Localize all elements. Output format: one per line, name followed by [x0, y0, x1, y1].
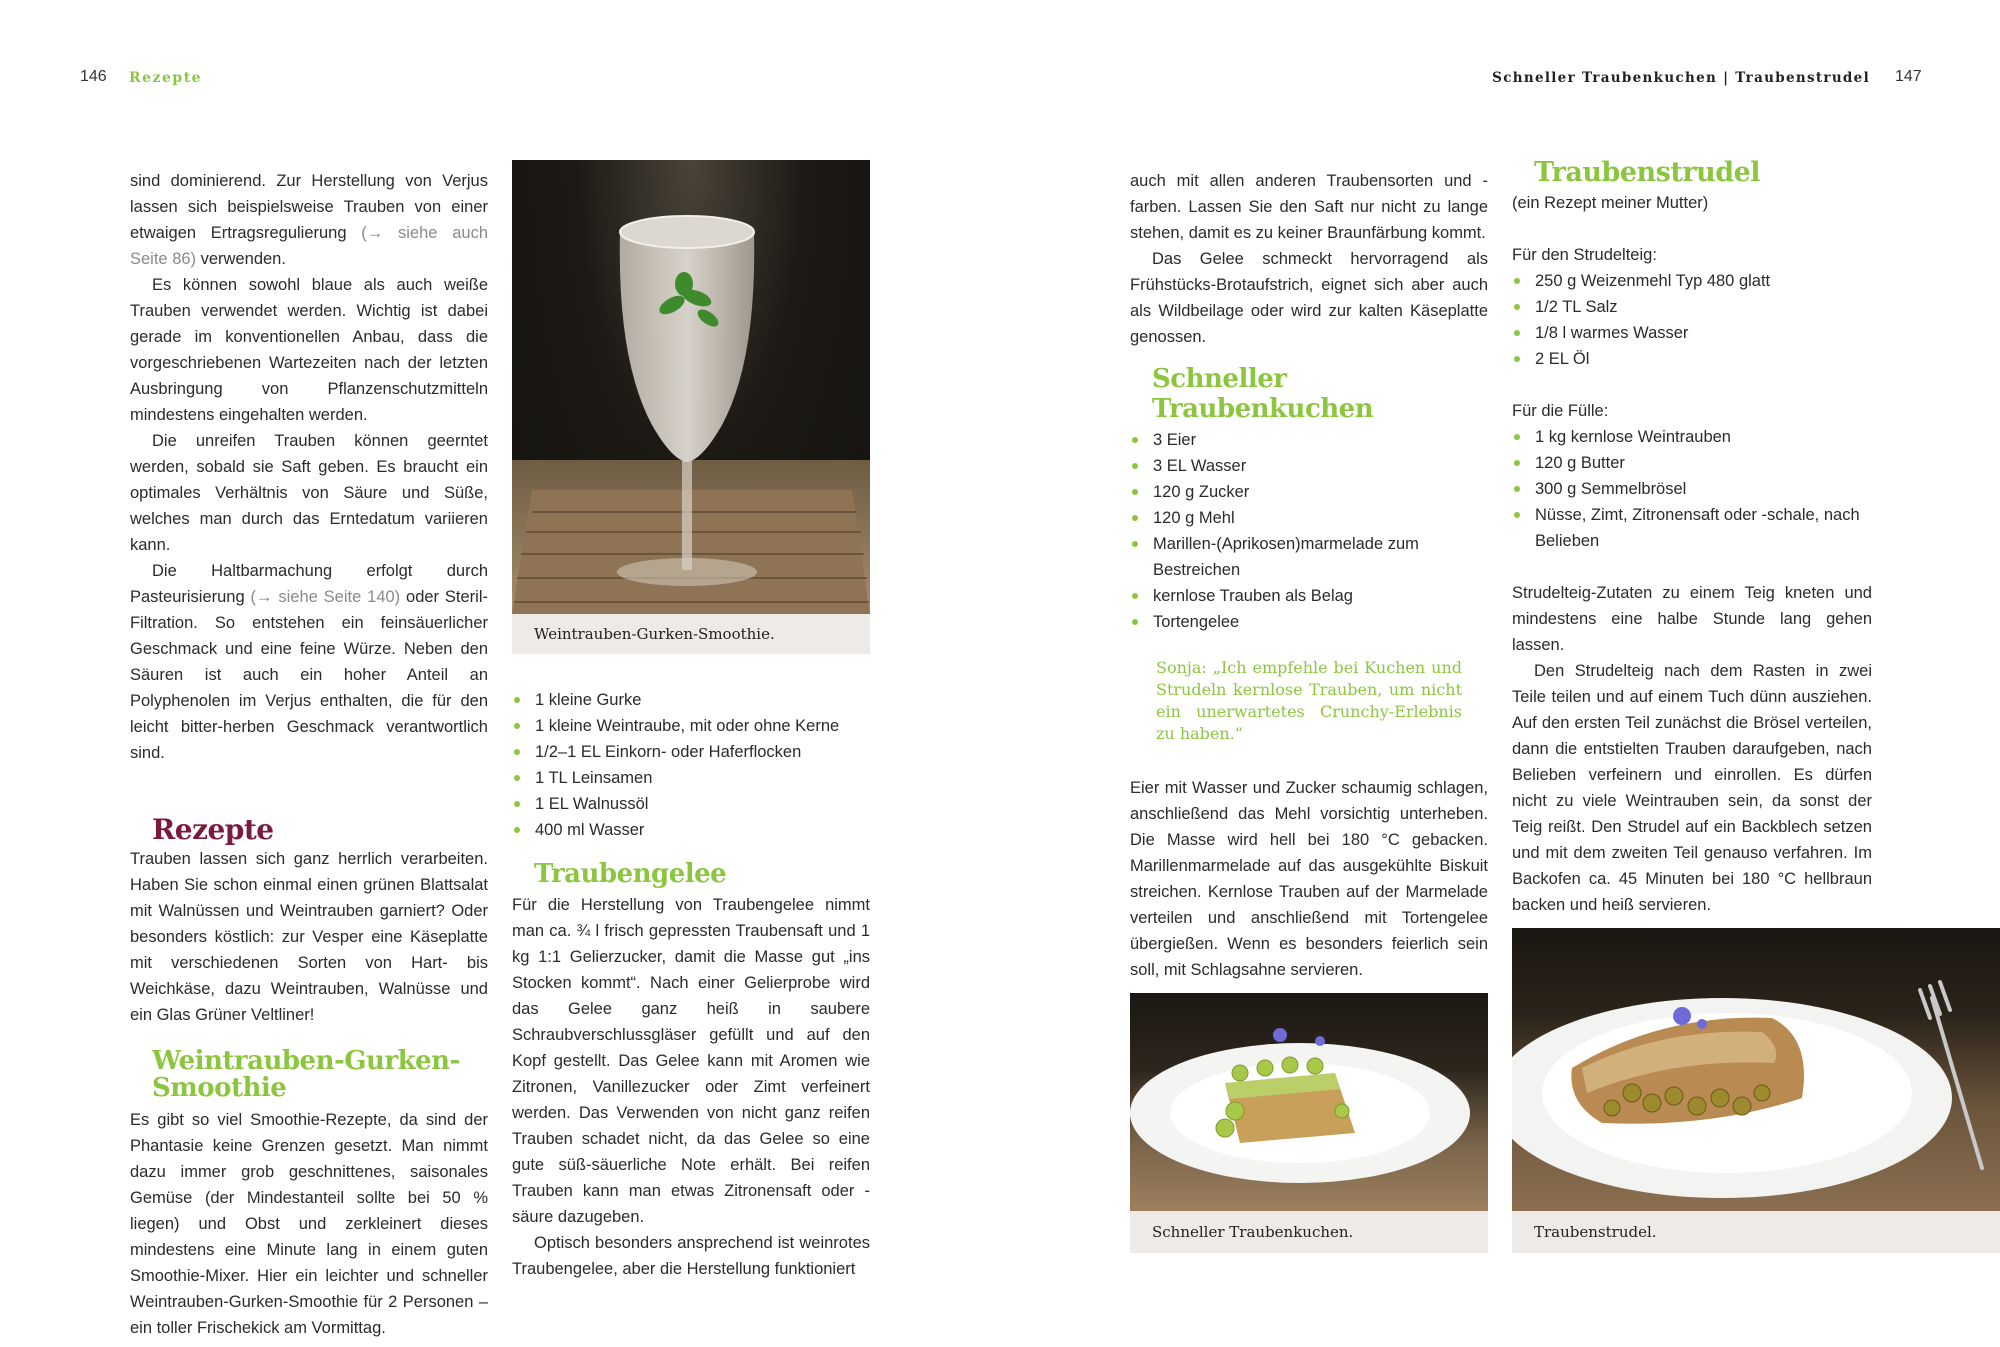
- paragraph: Die Haltbarmachung erfolgt durch Pasteurisierung (→ siehe Seite 140) oder Steril-Filtration. So entstehen ein feinsäuerlicher Geschmack und eine feine Würze. Neben den Säuren ist auch ein hoher Anteil an Polyphenolen im Verjus enthalten, die für den leicht bitter-herben Geschmack verantwortlich sind.: [130, 562, 489, 762]
- column-4: [1512, 156, 1872, 918]
- column-1: [130, 168, 488, 1341]
- paragraph: Es gibt so viel Smoothie-Rezepte, da sind der Phantasie keine Grenzen gesetzt. Man nimmt dazu immer grob geschnittenes, saisonales Gemüse (der Mindestanteil sollte bei 50 % liegen) und Obst und zerkleinert dieses mindestens eine Minute lang in einem guten Smoothie-Mixer. Hier ein leichter und schneller Weintrauben-Gurken-Smoothie für 2 Personen – ein toller Frischekick am Vormittag.: [130, 1111, 488, 1337]
- paragraph: Die unreifen Trauben können geerntet werden, sobald sie Saft geben. Es braucht ein optimales Verhältnis von Säure und Süße, welches man durch das Erntedatum variieren kann.: [130, 432, 488, 554]
- list-item: 250 g Weizenmehl Typ 480 glatt: [1512, 268, 1872, 294]
- list-item: Nüsse, Zimt, Zitronensaft oder -schale, nach Belieben: [1512, 502, 1872, 554]
- list-item: 120 g Zucker: [1130, 479, 1488, 505]
- traubenstrudel-photo: [1512, 928, 2000, 1211]
- list-item: 1 kg kernlose Weintrauben: [1512, 424, 1872, 450]
- photo-caption: Schneller Traubenkuchen.: [1130, 1211, 1488, 1253]
- recipe-heading-traubengelee: Traubengelee: [534, 859, 727, 889]
- list-item: 1 EL Walnussöl: [512, 791, 870, 817]
- list-item: 400 ml Wasser: [512, 817, 870, 843]
- list-item: 3 EL Wasser: [1130, 453, 1488, 479]
- cross-reference-link[interactable]: (→ siehe Seite 140): [250, 588, 401, 606]
- paragraph: Den Strudelteig nach dem Rasten in zwei Teile teilen und auf einem Tuch dünn ausziehen. Auf den ersten Teil zunächst die Brösel verteilen, dann die entstielten Trauben daraufgeben, nach Belieben verfeinern und einrollen. Es dürfen nicht zu viele Weintrauben sein, da sonst der Teig reißt. Den Strudel auf ein Backblech setzen und mit dem zweiten Teil genauso verfahren. Im Backofen ca. 45 Minuten bei 180 °C hellbraun backen und heiß servieren.: [1512, 662, 1872, 914]
- pull-quote: Sonja: „Ich empfehle bei Kuchen und Strudeln kernlose Trauben, um nicht ein unerwartetes Crunchy-Erlebnis zu haben.“: [1156, 658, 1462, 743]
- fuelle-ingredient-list: [1512, 424, 1872, 554]
- ingredient-group-label: Für die Fülle:: [1512, 402, 1609, 420]
- list-item: 1/2 TL Salz: [1512, 294, 1872, 320]
- list-item: 1/2–1 EL Einkorn- oder Haferflocken: [512, 739, 870, 765]
- paragraph: Eier mit Wasser und Zucker schaumig schlagen, anschließend das Mehl vorsichtig unterheben. Die Masse wird hell bei 180 °C gebacken. Marillenmarmelade auf das ausgekühlte Biskuit streichen. Kernlose Trauben auf der Marmelade verteilen und anschließend mit Tortengelee übergießen. Wenn es besonders feierlich sein soll, mit Schlagsahne servieren.: [1130, 779, 1488, 979]
- paragraph: Trauben lassen sich ganz herrlich verarbeiten. Haben Sie schon einmal einen grünen Blattsalat mit Walnüssen und Weintrauben garniert? Oder besonders köstlich: zur Vesper eine Käseplatte mit verschiedenen Sorten von Hart- bis Weichkäse, dazu Weintrauben, Walnüsse und ein Glas Grüner Veltliner!: [130, 850, 488, 1024]
- recipe-heading-smoothie: Weintrauben-Gurken-Smoothie: [152, 1046, 460, 1103]
- list-item: 1 TL Leinsamen: [512, 765, 870, 791]
- list-item: Marillen-(Aprikosen)marmelade zum Bestreichen: [1130, 531, 1488, 583]
- photo-caption: Weintrauben-Gurken-Smoothie.: [512, 614, 870, 654]
- section-heading-rezepte: Rezepte: [152, 813, 274, 846]
- right-page-number: 147: [1895, 68, 1922, 85]
- list-item: 300 g Semmelbrösel: [1512, 476, 1872, 502]
- paragraph: sind dominierend. Zur Herstellung von Verjus lassen sich beispielsweise Trauben von einer etwaigen Ertragsregulierung (→ siehe auch Seite 86) verwenden.: [130, 172, 488, 268]
- traubenkuchen-photo: [1130, 993, 1488, 1211]
- list-item: 1 kleine Gurke: [512, 687, 870, 713]
- cross-reference-link[interactable]: (→ siehe auch Seite 86): [130, 224, 488, 268]
- recipe-heading-traubenkuchen: Schneller Traubenkuchen: [1152, 364, 1374, 424]
- paragraph: auch mit allen anderen Traubensorten und -farben. Lassen Sie den Saft nur nicht zu lange stehen, damit es zu keiner Braunfärbung kommt.: [1130, 172, 1488, 242]
- paragraph: Es können sowohl blaue als auch weiße Trauben verwendet werden. Wichtig ist dabei gerade im konventionellen Anbau, dass die vorgeschriebenen Wartezeiten nach der letzten Ausbringung von Pflanzenschutzmitteln mindestens eingehalten werden.: [130, 276, 488, 424]
- list-item: 120 g Butter: [1512, 450, 1872, 476]
- list-item: kernlose Trauben als Belag: [1130, 583, 1488, 609]
- recipe-heading-traubenstrudel: Traubenstrudel: [1534, 157, 1761, 188]
- ingredient-group-label: Für den Strudelteig:: [1512, 246, 1657, 264]
- left-running-head: Rezepte: [129, 70, 203, 86]
- cake-plate-image: [1130, 993, 1488, 1211]
- paragraph: Optisch besonders ansprechend ist weinrotes Traubengelee, aber die Herstellung funktioniert: [512, 1234, 870, 1278]
- column-3: [1130, 168, 1488, 983]
- list-item: Tortengelee: [1130, 609, 1488, 635]
- list-item: 120 g Mehl: [1130, 505, 1488, 531]
- recipe-subtitle: (ein Rezept meiner Mutter): [1512, 194, 1709, 212]
- teig-ingredient-list: [1512, 268, 1872, 372]
- svg-text:.: .: [512, 160, 513, 161]
- list-item: 3 Eier: [1130, 427, 1488, 453]
- list-item: 1/8 l warmes Wasser: [1512, 320, 1872, 346]
- paragraph: Für die Herstellung von Traubengelee nimmt man ca. ¾ l frisch gepressten Traubensaft und 1 kg 1:1 Gelierzucker, damit die Masse gut „ins Stocken kommt“. Nach einer Gelierprobe wird das Gelee ganz heiß in saubere Schraubverschlussgläser gefüllt und auf den Kopf gestellt. Das Gelee kann mit Aromen wie Zitronen, Vanillezucker oder Zimt verfeinert werden. Das Verwenden von nicht ganz reifen Trauben schadet nicht, da das Gelee so eine gute süß-säuerliche Note erhält. Bei reifen Trauben kann man etwas Zitronensaft oder -säure dazugeben.: [512, 896, 870, 1226]
- left-page-number: 146: [80, 68, 107, 85]
- smoothie-photo: [512, 160, 870, 614]
- smoothie-glass-image: [512, 160, 870, 614]
- list-item: 1 kleine Weintraube, mit oder ohne Kerne: [512, 713, 870, 739]
- paragraph: Das Gelee schmeckt hervorragend als Frühstücks-Brotaufstrich, eignet sich aber auch als Wildbeilage oder wird zur kalten Käseplatte genossen.: [1130, 250, 1488, 346]
- kuchen-ingredient-list: [1130, 427, 1488, 635]
- paragraph: Strudelteig-Zutaten zu einem Teig kneten und mindestens eine halbe Stunde lang gehen lassen.: [1512, 584, 1872, 654]
- strudel-plate-image: [1512, 928, 2000, 1211]
- list-item: 2 EL Öl: [1512, 346, 1872, 372]
- column-2: [512, 687, 870, 1282]
- photo-caption: Traubenstrudel.: [1512, 1211, 2000, 1253]
- right-running-head: Schneller Traubenkuchen | Traubenstrudel: [1492, 70, 1870, 86]
- smoothie-ingredient-list: [512, 687, 870, 843]
